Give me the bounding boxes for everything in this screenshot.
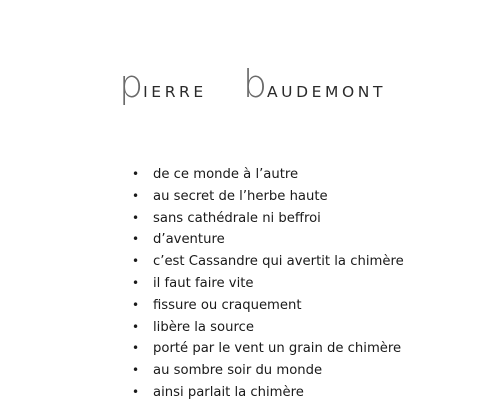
bullet-icon: •	[132, 275, 140, 290]
list-item	[132, 317, 404, 339]
title-link[interactable]: ﬁssure ou craquement	[153, 297, 302, 313]
first-name-rest: IERRE	[143, 83, 207, 101]
title-link[interactable]: libère la source	[153, 319, 254, 335]
author-last-name	[243, 62, 386, 106]
bullet-icon: •	[132, 254, 140, 269]
titles-list	[132, 164, 404, 404]
last-name-rest: AUDEMONT	[266, 83, 387, 101]
bullet-icon: •	[132, 384, 140, 399]
bullet-icon: •	[132, 210, 140, 225]
bullet-icon: •	[132, 319, 140, 334]
list-item	[132, 208, 404, 230]
list-item	[132, 273, 404, 295]
bullet-icon: •	[132, 232, 140, 247]
title-link[interactable]: porté par le vent un grain de chimère	[153, 341, 402, 357]
author-first-name	[119, 62, 207, 106]
bullet-icon: •	[132, 167, 140, 181]
last-name-initial: b	[242, 62, 267, 106]
list-item	[132, 251, 404, 273]
bullet-icon: •	[132, 297, 140, 312]
bullet-icon: •	[132, 188, 140, 203]
title-link[interactable]: de ce monde à l’autre	[153, 167, 299, 182]
title-link[interactable]: il faut faire vite	[153, 275, 254, 291]
bullet-icon: •	[132, 363, 140, 378]
first-name-initial: p	[119, 62, 144, 106]
list-item	[132, 382, 404, 404]
list-item	[132, 164, 404, 186]
bullet-icon: •	[132, 341, 140, 356]
title-link[interactable]: sans cathédrale ni beffroi	[153, 210, 321, 226]
title-link[interactable]: ainsi parlait la chimère	[153, 384, 304, 400]
title-link[interactable]: au sombre soir du monde	[153, 363, 323, 379]
list-item	[132, 229, 404, 251]
list-item	[132, 295, 404, 317]
list-item	[132, 360, 404, 382]
title-link[interactable]: d’aventure	[153, 232, 225, 248]
title-link[interactable]: au secret de l’herbe haute	[153, 188, 328, 204]
title-link[interactable]: c’est Cassandre qui avertit la chimère	[153, 254, 404, 270]
page-header	[0, 62, 495, 112]
list-item	[132, 338, 404, 360]
list-item	[132, 186, 404, 208]
author-name	[119, 62, 386, 106]
